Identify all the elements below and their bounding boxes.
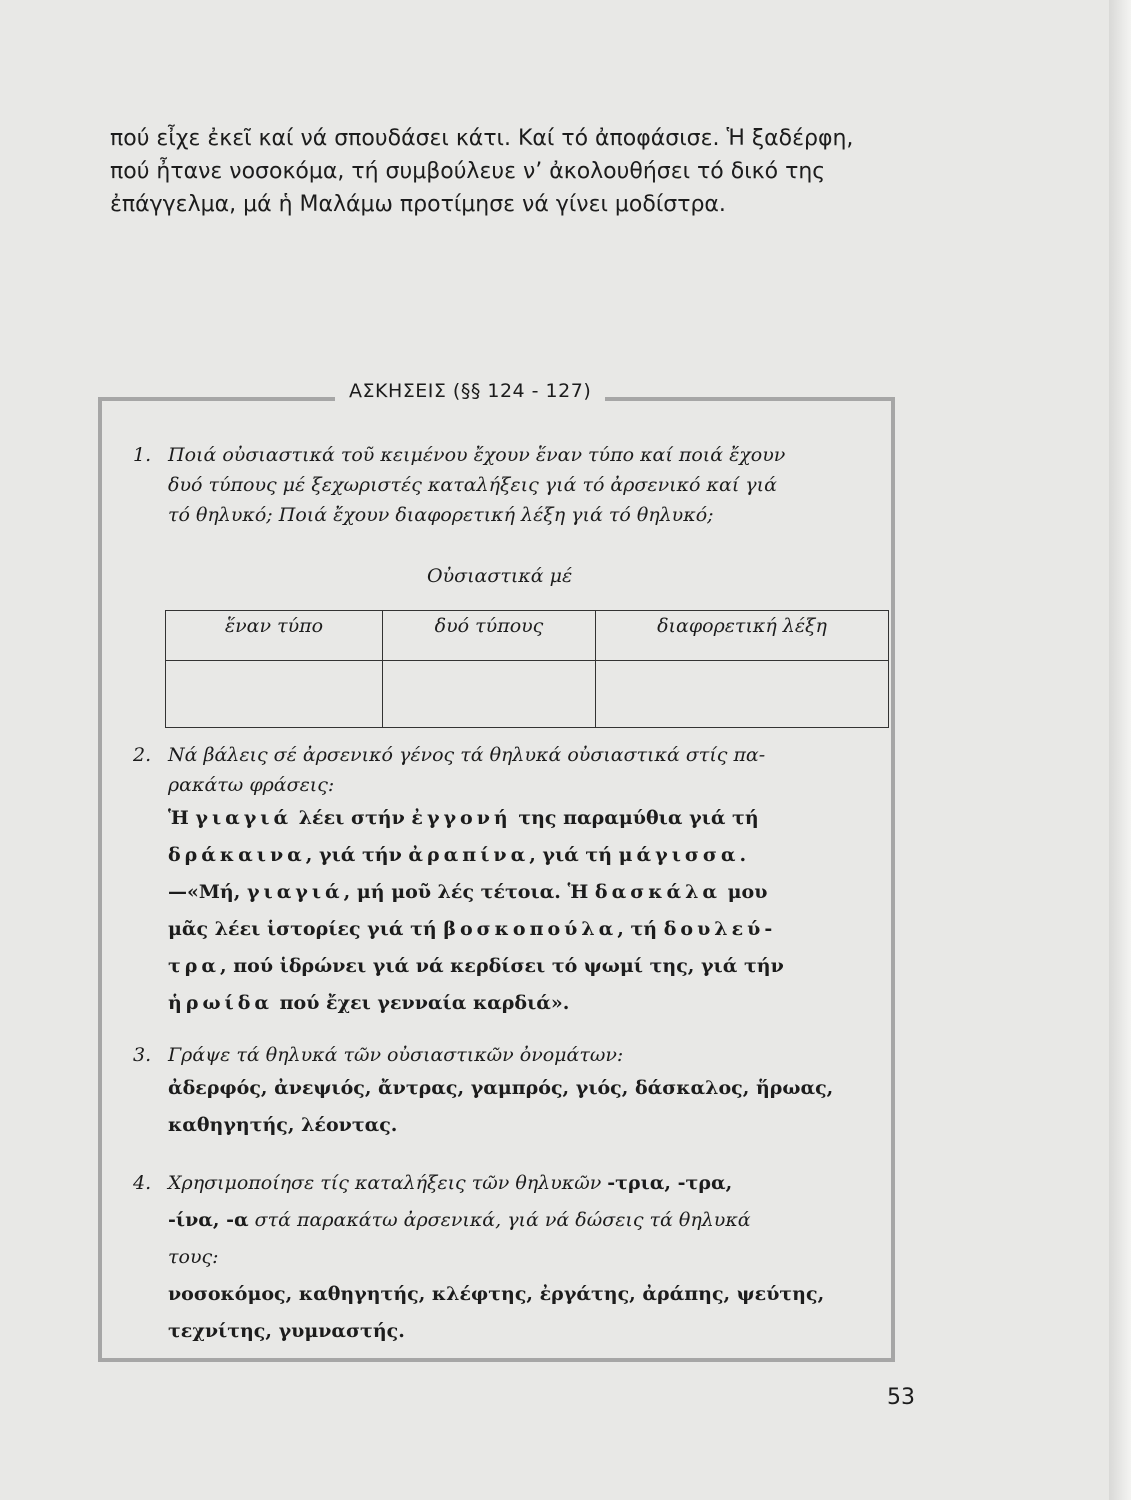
exercise-words: νοσοκόμος, καθηγητής, κλέφτης, ἐργάτης, ἀράπης, ψεύτης, — [168, 1283, 825, 1305]
table-caption: Οὐσιαστικά μέ — [427, 565, 573, 587]
exercise-instruction: ρακάτω φράσεις: — [168, 774, 335, 796]
table-answer-cell — [596, 661, 889, 728]
exercise-text: δυό τύπους μέ ξεχωριστές καταλήξεις γιά τό ἀρσενικό καί γιά — [168, 474, 777, 496]
exercise-words: τεχνίτης, γυμναστής. — [168, 1320, 405, 1342]
table-answer-cell — [383, 661, 596, 728]
exercise-number: 4. — [133, 1172, 152, 1194]
intro-line: ἐπάγγελμα, μά ἡ Μαλάμω προτίμησε νά γίνει μοδίστρα. — [110, 192, 726, 217]
exercise-text: τό θηλυκό; Ποιά ἔχουν διαφορετική λέξη γιά τό θηλυκό; — [168, 504, 714, 526]
exercise-sentence: Ἡ γιαγιά λέει στήν ἐγγονή της παραμύθια γιά τή — [168, 807, 759, 829]
table-header: διαφορετική λέξη — [596, 611, 889, 661]
exercise-number: 3. — [133, 1044, 152, 1066]
exercise-sentence: —«Μή, γιαγιά, μή μοῦ λές τέτοια. Ἡ δασκάλα μου — [168, 881, 768, 903]
intro-line: πού εἶχε ἐκεῖ καί νά σπουδάσει κάτι. Καί τό ἀποφάσισε. Ἡ ξαδέρφη, — [110, 126, 854, 151]
exercise-3 — [133, 1040, 893, 1144]
exercise-sentence: ἡρωίδα πού ἔχει γενναία καρδιά». — [168, 992, 570, 1014]
exercise-instruction: τους: — [168, 1246, 219, 1268]
exercise-4: 4. Χρησιμοποίησε τίς καταλήξεις τῶν θηλυκῶν -τρια, -τρα, -ίνα, -α στά παρακάτω ἀρσενικά, γιά νά δώσεις τά θηλυκά τους: νοσοκόμος, καθηγητής, κλέφτης, ἐργάτης, ἀράπης, ψεύτης, τεχνίτης, γυμναστής. — [133, 1165, 893, 1350]
page-number: 53 — [887, 1385, 915, 1410]
exercise-sentence: τρα, πού ἱδρώνει γιά νά κερδίσει τό ψωμί της, γιά τήν — [168, 955, 784, 977]
exercise-instruction: Γράψε τά θηλυκά τῶν οὐσιαστικῶν ὀνομάτων: — [168, 1044, 624, 1066]
exercise-number: 1. — [133, 444, 152, 466]
exercise-number: 2. — [133, 744, 152, 766]
exercise-2 — [133, 740, 893, 1022]
nouns-table — [165, 610, 889, 728]
exercise-1 — [133, 440, 893, 530]
exercise-instruction: Χρησιμοποίησε τίς καταλήξεις τῶν θηλυκῶν — [168, 1172, 608, 1194]
table-answer-cell — [166, 661, 383, 728]
exercise-words: ἀδερφός, ἀνεψιός, ἄντρας, γαμπρός, γιός, δάσκαλος, ἥρωας, — [168, 1077, 834, 1099]
exercise-text: Ποιά οὐσιαστικά τοῦ κειμένου ἔχουν ἕναν τύπο καί ποιά ἔχουν — [168, 444, 786, 466]
exercise-sentence: μᾶς λέει ἱστορίες γιά τή βοσκοπούλα, τή δουλεύ- — [168, 918, 777, 940]
intro-paragraph — [110, 122, 930, 221]
exercise-words: καθηγητής, λέοντας. — [168, 1114, 398, 1136]
table-header: δυό τύπους — [383, 611, 596, 661]
exercises-title: ΑΣΚΗΣΕΙΣ (§§ 124 - 127) — [335, 376, 605, 406]
exercise-instruction: στά παρακάτω ἀρσενικά, γιά νά δώσεις τά θηλυκά — [248, 1209, 751, 1231]
intro-line: πού ἦτανε νοσοκόμα, τή συμβούλευε ν’ ἀκολουθήσει τό δικό της — [110, 159, 826, 184]
table-header: ἕναν τύπο — [166, 611, 383, 661]
exercise-sentence: δράκαινα, γιά τήν ἀραπίνα, γιά τή μάγισσα. — [168, 844, 747, 866]
page-edge-shadow — [1109, 0, 1131, 1500]
exercise-instruction: Νά βάλεις σέ ἀρσενικό γένος τά θηλυκά οὐσιαστικά στίς πα- — [168, 744, 766, 766]
